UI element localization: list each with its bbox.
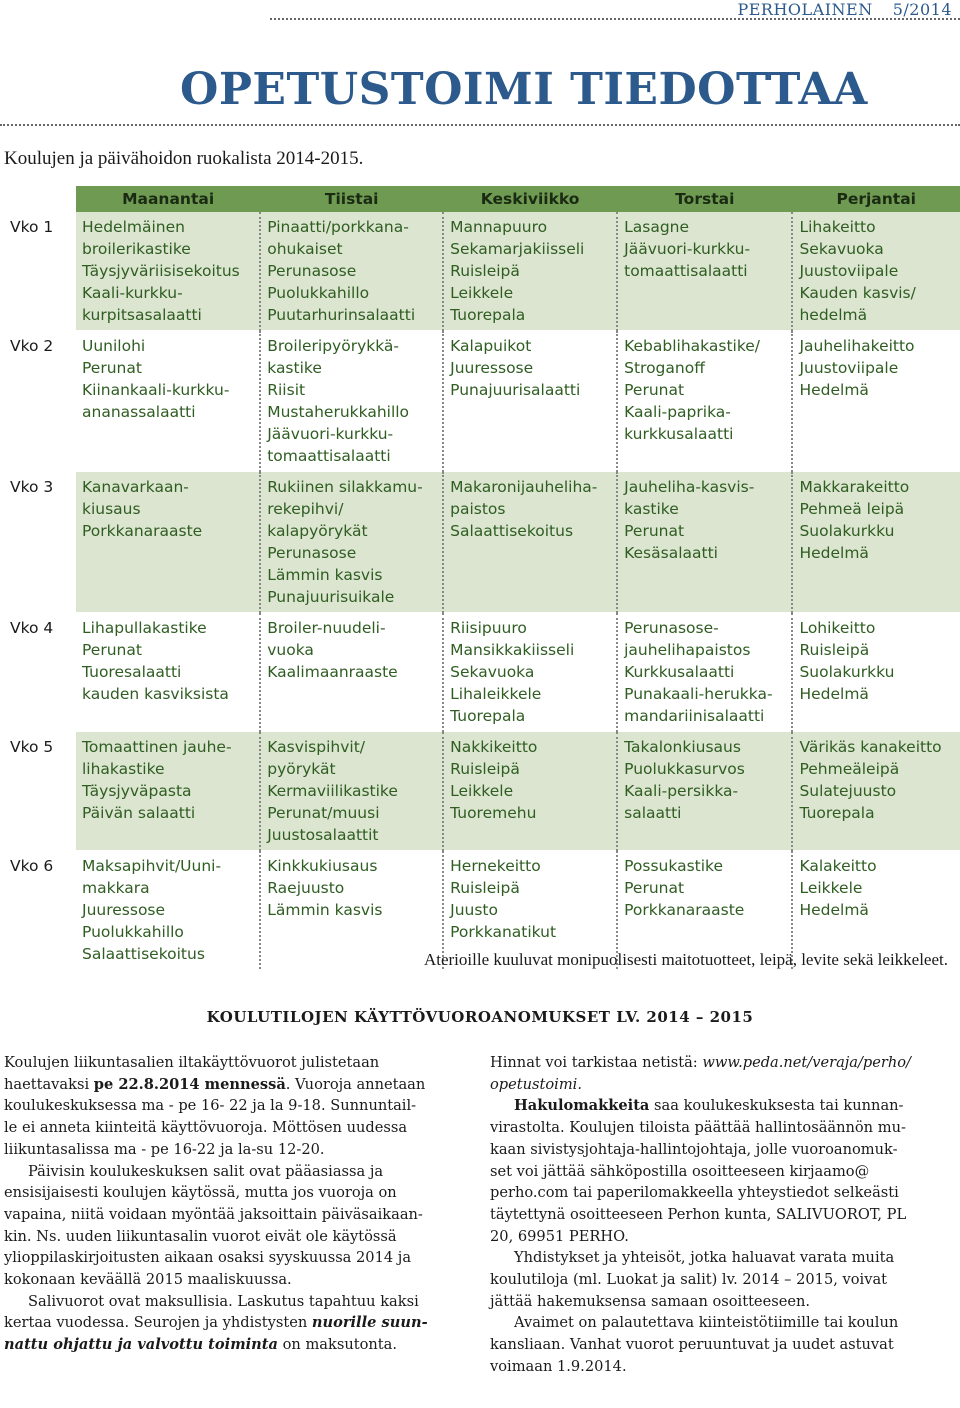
text-line: 20, 69951 PERHO. xyxy=(490,1227,629,1245)
menu-item: Täysjyväriisisekoitus xyxy=(82,262,240,280)
menu-item: Mansikkakiisseli xyxy=(450,641,575,659)
paragraph xyxy=(490,1312,950,1377)
menu-item: Broileripyörykkä- xyxy=(267,337,400,355)
menu-cell xyxy=(617,613,792,732)
text-line: Koulujen liikuntasalien iltakäyttövuorot julistetaan xyxy=(4,1054,380,1071)
menu-item: Jäävuori-kurkku- xyxy=(267,425,394,443)
menu-item: Täysjyväpasta xyxy=(82,782,192,800)
menu-item: Juustoviipale xyxy=(799,359,899,377)
menu-item: Kiinankaali-kurkku- xyxy=(82,381,230,399)
menu-item: ananassalaatti xyxy=(82,403,196,421)
menu-item: Lohikeitto xyxy=(799,619,876,637)
menu-item: Kaali-kurkku- xyxy=(82,284,183,302)
menu-item: Mannapuuro xyxy=(450,218,548,236)
menu-cell xyxy=(76,472,260,613)
menu-item: Broiler-nuudeli- xyxy=(267,619,386,637)
week-label: Vko 4 xyxy=(0,613,76,732)
menu-cell xyxy=(792,613,960,732)
menu-item: Perunasose xyxy=(267,544,357,562)
left-text-column xyxy=(4,1052,466,1356)
menu-item: Tuorepala xyxy=(450,306,526,324)
menu-cell xyxy=(617,732,792,851)
menu-cell xyxy=(260,851,443,970)
menu-cell xyxy=(443,212,617,331)
text-line: vapaina, niitä voidaan myöntää jaksoittain päiväsaikaan- xyxy=(4,1205,423,1223)
text-run: on maksutonta. xyxy=(278,1336,397,1354)
text-line: Avaimet on palautettava kiinteistötiimille tai koulun xyxy=(514,1314,899,1332)
text-line: virastolta. Koulujen tiloista päättää hallintosäännön mu- xyxy=(490,1119,906,1137)
menu-item: Kaali-persikka- xyxy=(624,782,739,800)
menu-cell xyxy=(792,212,960,331)
menu-item: Kalakeitto xyxy=(799,857,877,875)
text-line: koulutiloja (ml. Luokat ja salit) lv. 2014 – 2015, voivat xyxy=(490,1271,888,1289)
dotted-divider xyxy=(270,18,960,20)
text-line: jättää hakemuksensa samaan osoitteeseen. xyxy=(490,1292,811,1310)
paragraph xyxy=(4,1052,466,1161)
menu-cell xyxy=(792,732,960,851)
corner-cell xyxy=(0,186,76,212)
menu-cell xyxy=(260,331,443,472)
menu-item: Kanavarkaan- xyxy=(82,478,189,496)
text-line: perho.com tai paperilomakkeella yhteystiedot selkeästi xyxy=(490,1184,899,1202)
text-line: kansliaan. Vanhat vuorot peruuntuvat ja uudet astuvat xyxy=(490,1336,894,1354)
menu-item: Kermaviilikastike xyxy=(267,782,398,800)
menu-item: Makaronijauheliha- xyxy=(450,478,598,496)
menu-item: kalapyörykät xyxy=(267,522,368,540)
menu-item: kiusaus xyxy=(82,500,141,518)
menu-cell xyxy=(260,613,443,732)
menu-item: Hernekeitto xyxy=(450,857,541,875)
menu-item: Perunat xyxy=(82,641,142,659)
menu-cell xyxy=(443,472,617,613)
menu-item: makkara xyxy=(82,879,150,897)
menu-cell xyxy=(617,331,792,472)
menu-item: Ruisleipä xyxy=(450,262,520,280)
menu-item: Suolakurkku xyxy=(799,663,895,681)
menu-item: Tuoremehu xyxy=(450,804,537,822)
menu-subtitle: Koulujen ja päivähoidon ruokalista 2014-2015. xyxy=(4,148,364,169)
menu-item: pyörykät xyxy=(267,760,336,778)
page-header xyxy=(737,0,960,20)
menu-cell xyxy=(76,212,260,331)
menu-item: Ruisleipä xyxy=(450,879,520,897)
menu-item: kauden kasviksista xyxy=(82,685,229,703)
menu-item: Kauden kasvis/ xyxy=(799,284,916,302)
right-text-column xyxy=(490,1052,950,1378)
menu-item: Mustaherukkahillo xyxy=(267,403,410,421)
menu-item: Riisit xyxy=(267,381,306,399)
menu-item: Pehmeä leipä xyxy=(799,500,905,518)
meal-note: Aterioille kuuluvat monipuolisesti maitotuotteet, leipä, levite sekä leikkeleet. xyxy=(423,950,948,969)
text-run: saa koulukeskuksesta tai kunnan- xyxy=(649,1097,904,1115)
menu-item: Sekavuoka xyxy=(799,240,884,258)
text-line xyxy=(4,1074,466,1096)
menu-item: vuoka xyxy=(267,641,314,659)
day-header: Perjantai xyxy=(792,186,960,212)
paragraph xyxy=(490,1052,950,1095)
menu-cell xyxy=(260,732,443,851)
menu-cell xyxy=(76,613,260,732)
menu-item: Suolakurkku xyxy=(799,522,895,540)
menu-item: Hedelmä xyxy=(799,685,869,703)
publication-name: PERHOLAINEN xyxy=(737,0,873,19)
menu-item: Puutarhurinsalaatti xyxy=(267,306,416,324)
menu-item: Ruisleipä xyxy=(450,760,520,778)
week-row xyxy=(0,613,960,732)
menu-item: Juusto xyxy=(450,901,498,919)
text-line: täytettynä osoitteeseen Perhon kunta, SALIVUOROT, PL xyxy=(490,1205,907,1223)
menu-cell xyxy=(260,472,443,613)
menu-item: Uunilohi xyxy=(82,337,146,355)
menu-item: Kinkkukiusaus xyxy=(267,857,378,875)
menu-item: Kalapuikot xyxy=(450,337,532,355)
paragraph xyxy=(490,1095,950,1247)
menu-item: Hedelmä xyxy=(799,901,869,919)
text-run: kertaa vuodessa. Seurojen ja yhdistysten xyxy=(4,1314,312,1332)
menu-item: kurpitsasalaatti xyxy=(82,306,202,324)
menu-item: Perunat/muusi xyxy=(267,804,380,822)
menu-item: lihakastike xyxy=(82,760,165,778)
menu-item: Nakkikeitto xyxy=(450,738,538,756)
menu-cell xyxy=(792,331,960,472)
menu-item: Takalonkiusaus xyxy=(624,738,741,756)
dotted-divider xyxy=(0,124,960,126)
menu-item: Päivän salaatti xyxy=(82,804,196,822)
menu-item: salaatti xyxy=(624,804,682,822)
menu-item: Possukastike xyxy=(624,857,723,875)
issue-number: 5/2014 xyxy=(892,0,952,19)
menu-cell xyxy=(443,613,617,732)
day-header: Tiistai xyxy=(260,186,443,212)
menu-cell xyxy=(617,212,792,331)
website-link[interactable]: www.peda.net/veraja/perho/ xyxy=(702,1054,911,1071)
menu-cell xyxy=(76,732,260,851)
text-line: le ei anneta kiinteitä käyttövuoroja. Möttösen uudessa xyxy=(4,1119,408,1137)
week-row xyxy=(0,472,960,613)
week-label: Vko 3 xyxy=(0,472,76,613)
menu-item: Värikäs kanakeitto xyxy=(799,738,942,756)
paragraph xyxy=(4,1161,466,1291)
section-title: KOULUTILOJEN KÄYTTÖVUOROANOMUKSET LV. 2014 – 2015 xyxy=(206,1008,754,1026)
menu-item: Juuressose xyxy=(450,359,534,377)
menu-item: Pinaatti/porkkana- xyxy=(267,218,409,236)
text-line: kaan sivistysjohtaja-hallintojohtaja, jolle vuoroanomuk- xyxy=(490,1140,898,1158)
day-header: Keskiviikko xyxy=(443,186,617,212)
menu-item: Lihapullakastike xyxy=(82,619,207,637)
menu-cell xyxy=(792,472,960,613)
text-run: haettavaksi xyxy=(4,1075,94,1093)
text-line xyxy=(4,1312,466,1334)
menu-item: Puolukkasurvos xyxy=(624,760,745,778)
menu-item: Punakaali-herukka- xyxy=(624,685,773,703)
text-line xyxy=(490,1052,950,1074)
text-run: . Vuoroja annetaan xyxy=(285,1075,426,1093)
text-line: koulukeskuksessa ma - pe 16- 22 ja la 9-18. Sunnuntail- xyxy=(4,1097,417,1115)
menu-item: Hedelmäinen xyxy=(82,218,185,236)
text-line: kokonaan keväällä 2015 maaliskuussa. xyxy=(4,1271,292,1289)
website-link[interactable]: opetustoimi. xyxy=(490,1075,582,1093)
week-row xyxy=(0,331,960,472)
menu-item: Juustoviipale xyxy=(799,262,899,280)
text-line: Päivisin koulukeskuksen salit ovat pääasiassa ja xyxy=(28,1162,384,1180)
menu-item: rekepihvi/ xyxy=(267,500,344,518)
menu-item: Lasagne xyxy=(624,218,690,236)
text-line: ensisijaisesti koulujen käytössä, mutta jos vuoroja on xyxy=(4,1184,397,1202)
menu-item: kastike xyxy=(267,359,322,377)
emphasis-text: nattu ohjattu ja valvottu toiminta xyxy=(4,1336,278,1354)
menu-cell xyxy=(260,212,443,331)
menu-item: Leikkele xyxy=(450,284,514,302)
emphasis-text: Hakulomakkeita xyxy=(514,1097,650,1115)
menu-item: Perunat xyxy=(82,359,142,377)
menu-cell xyxy=(443,732,617,851)
menu-item: Tomaattinen jauhe- xyxy=(82,738,232,756)
menu-item: Perunasose- xyxy=(624,619,719,637)
menu-item: Juustosalaattit xyxy=(267,826,379,844)
menu-item: Ruisleipä xyxy=(799,641,870,659)
week-label: Vko 5 xyxy=(0,732,76,851)
day-header: Torstai xyxy=(617,186,792,212)
menu-item: Porkkanatikut xyxy=(450,923,557,941)
menu-cell xyxy=(617,472,792,613)
menu-item: Juuressose xyxy=(82,901,166,919)
deadline-text: pe 22.8.2014 mennessä xyxy=(93,1075,286,1093)
menu-item: Porkkanaraaste xyxy=(82,522,203,540)
menu-item: Makkarakeitto xyxy=(799,478,910,496)
menu-item: Sekavuoka xyxy=(450,663,535,681)
menu-item: Kaalimaanraaste xyxy=(267,663,398,681)
menu-item: Raejuusto xyxy=(267,879,345,897)
menu-item: Perunat xyxy=(624,879,685,897)
paragraph xyxy=(4,1291,466,1356)
menu-item: Rukiinen silakkamu- xyxy=(267,478,423,496)
lunch-menu-table xyxy=(0,186,960,969)
text-run: Hinnat voi tarkistaa netistä: xyxy=(490,1054,703,1071)
menu-item: Leikkele xyxy=(799,879,863,897)
menu-cell xyxy=(76,851,260,970)
text-line xyxy=(490,1095,950,1117)
text-line: kin. Ns. uuden liikuntasalin vuorot eivät ole käytössä xyxy=(4,1227,397,1245)
menu-item: Tuoresalaatti xyxy=(82,663,182,681)
text-line xyxy=(4,1334,466,1356)
text-line: set voi jättää sähköpostilla osoitteeseen kirjaamo@ xyxy=(490,1162,870,1180)
week-label: Vko 2 xyxy=(0,331,76,472)
paragraph xyxy=(490,1247,950,1312)
page-title: OPETUSTOIMI TIEDOTTAA xyxy=(180,64,868,115)
menu-item: Tuorepala xyxy=(799,804,875,822)
menu-item: Jäävuori-kurkku- xyxy=(624,240,751,258)
menu-item: Riisipuuro xyxy=(450,619,527,637)
emphasis-text: nuorille suun- xyxy=(311,1314,428,1332)
menu-item: Perunat xyxy=(624,522,685,540)
menu-item: Lämmin kasvis xyxy=(267,566,383,584)
text-line: Yhdistykset ja yhteisöt, jotka haluavat varata muita xyxy=(514,1249,895,1267)
text-line: ylioppilaskirjoitusten aikaan osaksi syyskuussa 2014 ja xyxy=(4,1249,412,1267)
week-label: Vko 1 xyxy=(0,212,76,331)
menu-item: Sekamarjakiisseli xyxy=(450,240,585,258)
week-row xyxy=(0,732,960,851)
menu-item: hedelmä xyxy=(799,306,868,324)
menu-item: Salaattisekoitus xyxy=(82,945,205,963)
menu-item: Lihaleikkele xyxy=(450,685,542,703)
menu-item: paistos xyxy=(450,500,506,518)
menu-item: Kaali-paprika- xyxy=(624,403,731,421)
menu-item: Stroganoff xyxy=(624,359,705,377)
menu-item: Maksapihvit/Uuni- xyxy=(82,857,222,875)
menu-item: Kesäsalaatti xyxy=(624,544,718,562)
menu-item: Jauhelihakeitto xyxy=(799,337,915,355)
menu-item: Lämmin kasvis xyxy=(267,901,383,919)
menu-item: Puolukkahillo xyxy=(267,284,370,302)
menu-item: Puolukkahillo xyxy=(82,923,184,941)
menu-item: ohukaiset xyxy=(267,240,343,258)
menu-item: Jauheliha-kasvis- xyxy=(624,478,755,496)
menu-item: Perunat xyxy=(624,381,685,399)
menu-item: jauhelihapaistos xyxy=(624,641,751,659)
text-line: Salivuorot ovat maksullisia. Laskutus tapahtuu kaksi xyxy=(28,1292,419,1310)
menu-item: Sulatejuusto xyxy=(799,782,897,800)
week-row xyxy=(0,212,960,331)
menu-item: Hedelmä xyxy=(799,381,869,399)
menu-item: Hedelmä xyxy=(799,544,869,562)
menu-item: kurkkusalaatti xyxy=(624,425,734,443)
menu-item: Punajuurisalaatti xyxy=(450,381,581,399)
menu-item: broilerikastike xyxy=(82,240,191,258)
menu-cell xyxy=(76,331,260,472)
menu-item: Kebablihakastike/ xyxy=(624,337,761,355)
text-line: liikuntasalissa ma - pe 16-22 ja la-su 12-20. xyxy=(4,1140,325,1158)
menu-item: tomaattisalaatti xyxy=(624,262,748,280)
menu-item: mandariinisalaatti xyxy=(624,707,765,725)
menu-item: Porkkanaraaste xyxy=(624,901,745,919)
week-label: Vko 6 xyxy=(0,851,76,970)
menu-item: Kurkkusalaatti xyxy=(624,663,735,681)
menu-cell xyxy=(443,331,617,472)
menu-item: Perunasose xyxy=(267,262,357,280)
menu-item: tomaattisalaatti xyxy=(267,447,391,465)
menu-item: Punajuurisuikale xyxy=(267,588,395,606)
day-header-row xyxy=(0,186,960,212)
menu-item: Pehmeäleipä xyxy=(799,760,900,778)
menu-item: Leikkele xyxy=(450,782,514,800)
day-header: Maanantai xyxy=(76,186,260,212)
menu-item: Lihakeitto xyxy=(799,218,876,236)
text-line: voimaan 1.9.2014. xyxy=(490,1357,627,1375)
menu-item: Tuorepala xyxy=(450,707,526,725)
menu-item: Kasvispihvit/ xyxy=(267,738,366,756)
menu-item: kastike xyxy=(624,500,679,518)
menu-item: Salaattisekoitus xyxy=(450,522,574,540)
